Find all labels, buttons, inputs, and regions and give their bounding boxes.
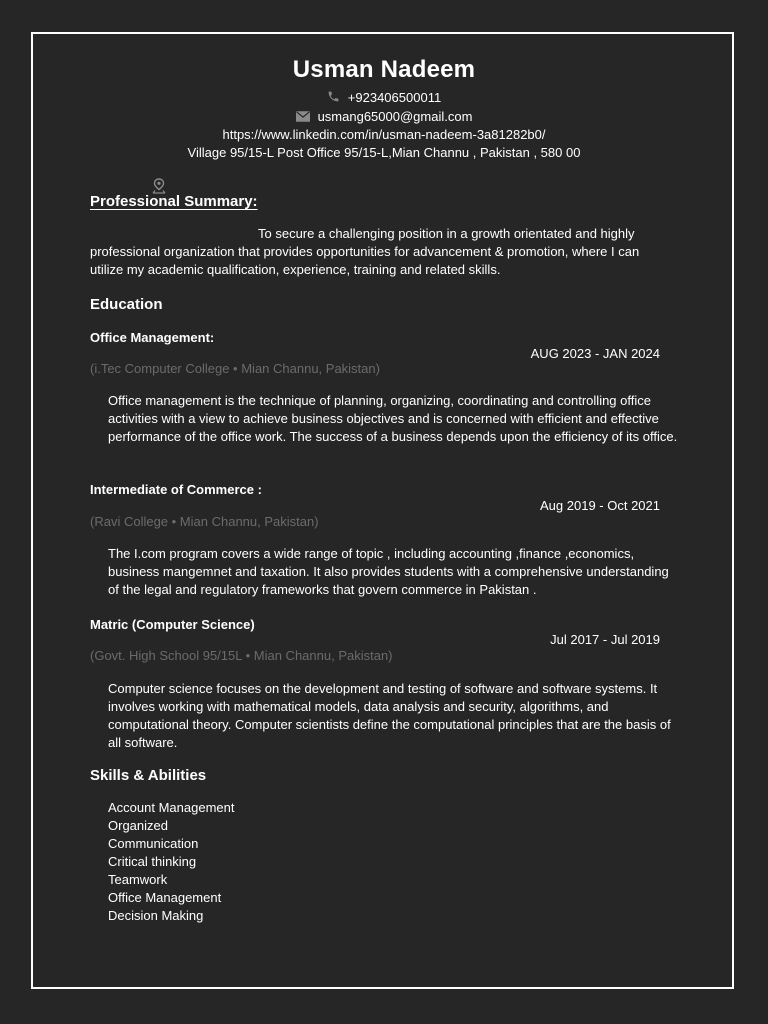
skill-item: Office Management <box>108 890 222 905</box>
contact-address: Village 95/15-L Post Office 95/15-L,Mian Channu , Pakistan , 580 00 <box>187 145 581 160</box>
education-entry-org: (Ravi College • Mian Channu, Pakistan) <box>90 514 319 529</box>
contact-email-row <box>0 109 768 126</box>
skills-heading: Skills & Abilities <box>90 767 207 784</box>
skill-item: Decision Making <box>108 908 204 923</box>
education-entry-date: AUG 2023 - JAN 2024 <box>530 346 660 361</box>
education-entry-org: (i.Tec Computer College • Mian Channu, Pakistan) <box>90 361 380 376</box>
education-entry-title: Office Management: <box>90 330 215 345</box>
education-entry-desc: Office management is the technique of planning, organizing, coordinating and controlling office activities with a view to achieve business objectives and is concerned with efficient and effective performance of the office work. The success of a business depends upon the efficiency of its office. <box>108 393 678 444</box>
summary-heading: Professional Summary: <box>90 193 258 210</box>
education-entry-title: Intermediate of Commerce : <box>90 482 262 497</box>
skill-item: Account Management <box>108 800 235 815</box>
contact-linkedin[interactable]: https://www.linkedin.com/in/usman-nadeem-3a81282b0/ <box>222 127 546 142</box>
envelope-icon <box>296 110 310 126</box>
education-entry-title: Matric (Computer Science) <box>90 617 255 632</box>
education-entry-desc: Computer science focuses on the development and testing of software and software systems. It involves working with mathematical models, data analysis and security, algorithms, and computational theory. Computer scientists define the computational principles that are the basis of all software. <box>108 681 671 750</box>
summary-text: To secure a challenging position in a growth orientated and highly professional organization that provides opportunities for advancement & promotion, where I can utilize my academic qualification, experience, training and related skills. <box>90 226 640 277</box>
education-entry-date: Jul 2017 - Jul 2019 <box>550 632 660 647</box>
education-entry-org: (Govt. High School 95/15L • Mian Channu, Pakistan) <box>90 648 393 663</box>
skills-list <box>108 799 234 925</box>
resume-name: Usman Nadeem <box>292 56 476 83</box>
phone-icon <box>327 90 340 107</box>
education-heading: Education <box>90 296 163 313</box>
skill-item: Organized <box>108 818 168 833</box>
education-entry-date: Aug 2019 - Oct 2021 <box>540 498 660 513</box>
contact-phone[interactable]: +923406500011 <box>347 90 442 105</box>
contact-phone-row <box>0 90 768 107</box>
skill-item: Communication <box>108 836 199 851</box>
education-entry-desc: The I.com program covers a wide range of topic , including accounting ,finance ,economics, business mangemnet and taxation. It also provides students with a comprehensive understanding of the legal and regulatory frameworks that govern commerce in Pakistan . <box>108 546 669 597</box>
map-pin-icon <box>152 178 166 194</box>
contact-email[interactable]: usmang65000@gmail.com <box>317 109 473 124</box>
skill-item: Critical thinking <box>108 854 197 869</box>
skill-item: Teamwork <box>108 872 168 887</box>
